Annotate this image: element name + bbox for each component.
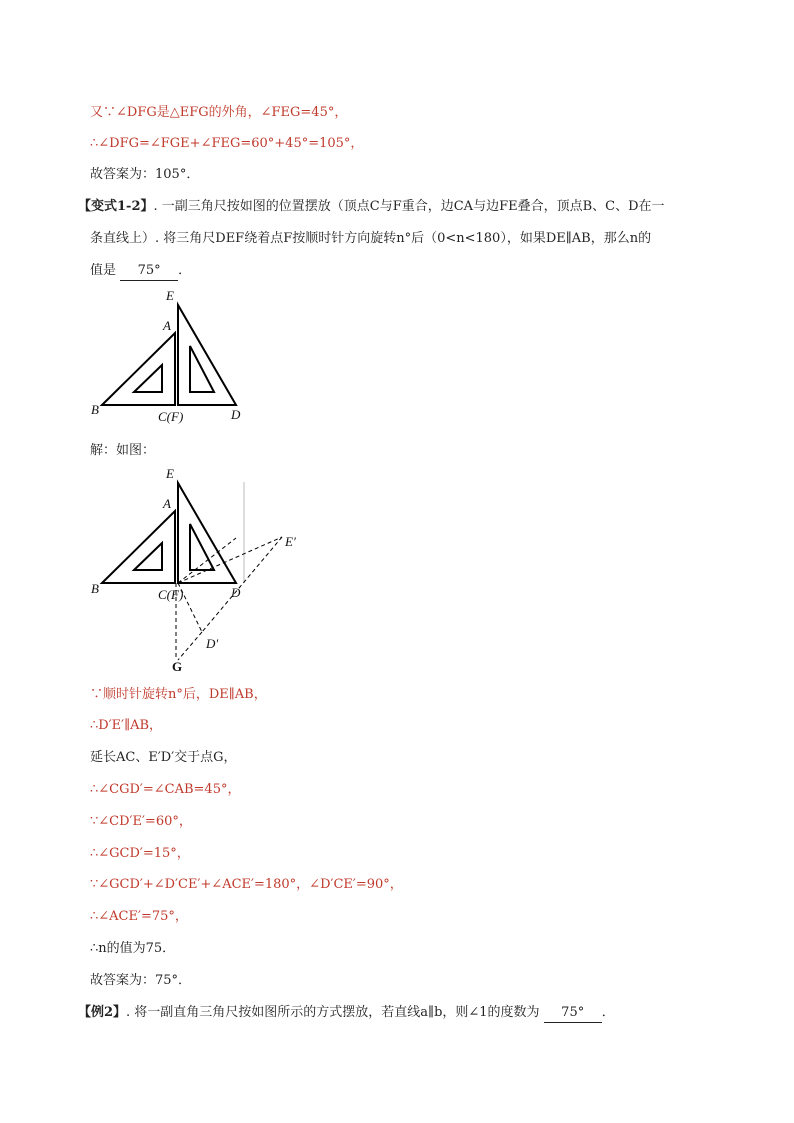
step-1: ∵顺时针旋转n°后，DE∥AB， [90, 687, 267, 702]
variant-question-1: . 一副三角尺按如图的位置摆放（顶点C与F重合，边CA与边FE叠合，顶点B、C、D在一 [153, 199, 665, 214]
variant-line-3 [90, 262, 191, 281]
fig1-label-a: A [163, 318, 171, 333]
triangle-abc-inner-1 [134, 365, 162, 392]
triangle-def-inner-2 [190, 524, 214, 570]
fig1-label-cf: C(F) [158, 409, 184, 424]
prev-line-1: 又∵∠DFG是△EFG的外角，∠FEG=45°， [90, 105, 348, 120]
example-line [78, 1004, 615, 1023]
fig2-label-d-prime: D′ [206, 636, 219, 651]
prev-line-3: 故答案为：105°． [90, 167, 200, 182]
triangle-def-1 [178, 305, 236, 405]
example-text: . 将一副直角三角尺按如图所示的方式摆放，若直线a∥b，则∠1的度数为 [126, 1005, 540, 1020]
step-7: ∵∠GCD′+∠D′CE′+∠ACE′=180°，∠D′CE′=90°， [90, 877, 403, 892]
fig2-label-e-prime: E′ [285, 534, 296, 549]
example-answer: 75° [544, 1004, 602, 1023]
triangle-abc-inner-2 [134, 543, 162, 570]
variant-tag: 【变式1-2】 [78, 199, 154, 214]
variant-suffix: ． [178, 263, 192, 278]
triangle-def-2 [178, 483, 236, 583]
fig2-label-g: G [172, 659, 183, 674]
variant-answer: 75° [120, 262, 178, 281]
triangle-abc-1 [102, 333, 175, 405]
variant-question-3: 值是 [90, 263, 117, 278]
segment-e2d2 [202, 537, 282, 632]
segment-d2g [178, 632, 202, 660]
step-4: ∴∠CGD′=∠CAB=45°， [90, 782, 241, 797]
fig1-label-b: B [91, 402, 99, 417]
example-tag: 【例2】 [78, 1005, 127, 1020]
step-10: 故答案为：75°． [90, 973, 192, 988]
example-suffix: ． [601, 1005, 615, 1020]
segment-ce2 [178, 537, 282, 583]
fig2-label-a: A [163, 496, 171, 511]
step-3: 延长AC、E′D′交于点G， [90, 750, 237, 765]
step-2: ∴D′E′∥AB， [90, 718, 163, 733]
prev-line-2: ∴∠DFG=∠FGE+∠FEG=60°+45°=105°， [90, 136, 364, 151]
step-5: ∵∠CD′E′=60°， [90, 814, 192, 829]
fig2-label-cf: C(F) [158, 587, 184, 602]
fig2-label-e: E [166, 466, 174, 481]
variant-line-1 [78, 198, 665, 216]
variant-question-2: 条直线上）. 将三角尺DEF绕着点F按顺时针方向旋转n°后（0<n<180），如果DE∥AB，那么n的 [90, 231, 652, 246]
segment-extra [178, 538, 236, 583]
fig1-label-d: D [231, 407, 241, 422]
fig2-label-d: D [231, 585, 241, 600]
triangle-def-inner-1 [190, 346, 214, 392]
solution-intro: 解：如图： [90, 443, 156, 458]
step-8: ∴∠ACE′=75°， [90, 909, 188, 924]
step-9: ∴n的值为75． [90, 941, 176, 956]
triangle-abc-2 [102, 511, 175, 583]
fig1-label-e: E [166, 288, 174, 303]
fig2-label-b: B [91, 581, 99, 596]
step-6: ∴∠GCD′=15°， [90, 846, 190, 861]
